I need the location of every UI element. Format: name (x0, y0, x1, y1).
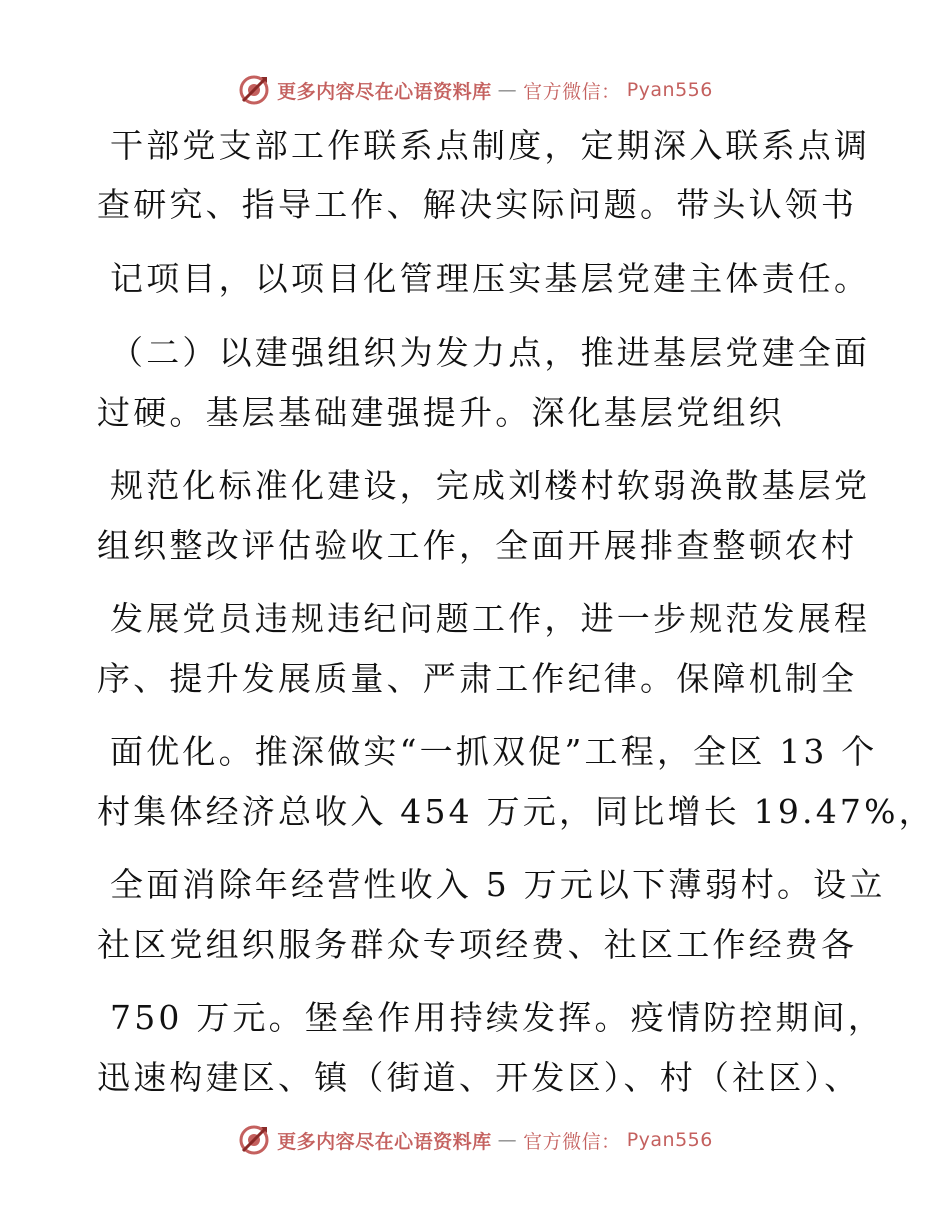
body-line: 社区党组织服务群众专项经费、社区工作经费各 (97, 925, 858, 964)
body-line: 村集体经济总收入 454 万元，同比增长 19.47%， (97, 792, 935, 831)
body-line: （二）以建强组织为发力点，推进基层党建全面 (110, 333, 871, 372)
body-line: 记项目，以项目化管理压实基层党建主体责任。 (110, 259, 871, 298)
watermark-id-text: Pyan556 (626, 1129, 713, 1151)
body-line: 过硬。基层基础建强提升。深化基层党组织 (97, 393, 785, 432)
watermark-id-text: Pyan556 (626, 79, 713, 101)
body-line: 干部党支部工作联系点制度，定期深入联系点调 (110, 126, 871, 165)
body-line: 规范化标准化建设，完成刘楼村软弱涣散基层党 (110, 466, 871, 505)
watermark-sub-text: 官方微信： (523, 1130, 621, 1153)
body-line: 面优化。推深做实“一抓双促”工程，全区 13 个 (110, 732, 878, 771)
body-line: 迅速构建区、镇（街道、开发区）、村（社区）、 (97, 1058, 861, 1097)
footer-watermark (0, 1120, 950, 1160)
body-line: 组织整改评估验收工作，全面开展排查整顿农村 (97, 526, 858, 565)
body-line: 750 万元。堡垒作用持续发挥。疫情防控期间， (110, 998, 885, 1037)
body-line: 序、提升发展质量、严肃工作纪律。保障机制全 (97, 659, 858, 698)
watermark-separator: — (497, 79, 518, 101)
body-line: 发展党员违规违纪问题工作，进一步规范发展程 (110, 599, 871, 638)
brand-logo-icon (237, 1123, 271, 1157)
watermark-sub-text: 官方微信： (523, 80, 621, 103)
watermark-main-text: 更多内容尽在心语资料库 (277, 80, 492, 103)
watermark-separator: — (497, 1129, 518, 1151)
body-line: 全面消除年经营性收入 5 万元以下薄弱村。设立 (110, 865, 886, 904)
body-line: 查研究、指导工作、解决实际问题。带头认领书 (97, 185, 858, 224)
watermark-main-text: 更多内容尽在心语资料库 (277, 1130, 492, 1153)
